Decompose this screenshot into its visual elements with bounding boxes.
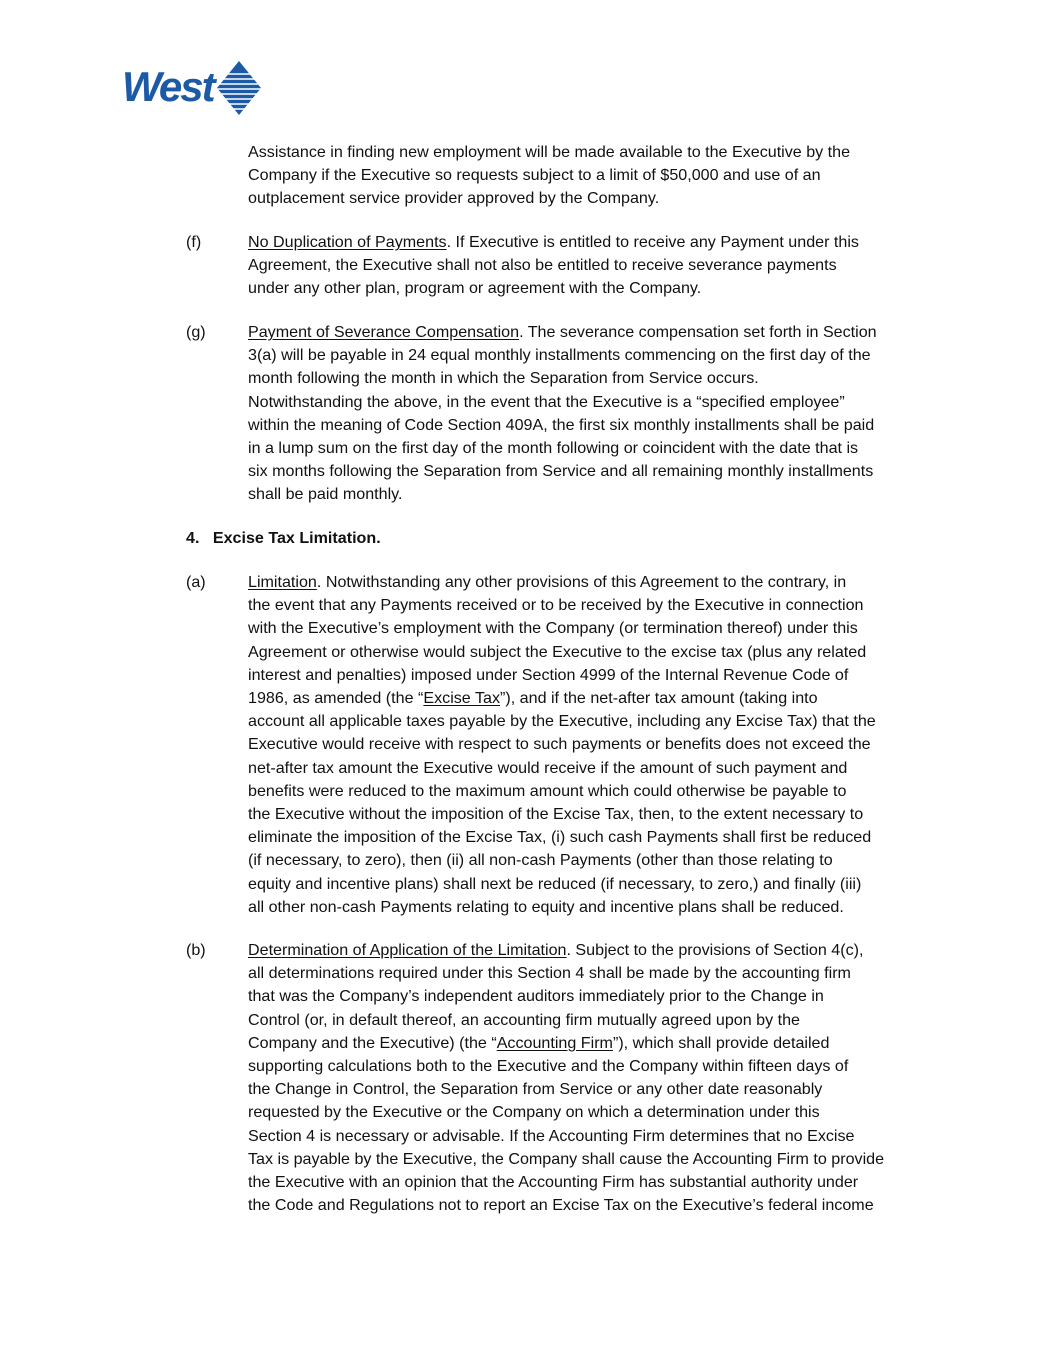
para-a-line: all other non-cash Payments relating to equity and incentive plans shall be reduced. (248, 897, 844, 916)
para-a-line: account all applicable taxes payable by the Executive, including any Excise Tax) that the (248, 712, 876, 731)
para-a-line: with the Executive’s employment with the Company (or termination thereof) under this (248, 619, 858, 638)
para-a-line: Executive would receive with respect to such payments or benefits does not exceed the (248, 735, 871, 754)
para-b-text (248, 939, 938, 1217)
para-b-definition-line: Company and the Executive) (the “Accounting Firm”), which shall provide detailed (248, 1033, 830, 1052)
para-f-line: under any other plan, program or agreement with the Company. (248, 279, 702, 298)
section-4-heading: 4. Excise Tax Limitation. (186, 529, 381, 547)
para-g-line: month following the month in which the Separation from Service occurs. (248, 369, 759, 388)
para-b-title: Determination of Application of the Limitation (248, 941, 567, 959)
para-a-line: equity and incentive plans) shall next be reduced (if necessary, to zero,) and finally (iii) (248, 874, 862, 893)
para-b-line: that was the Company’s independent auditors immediately prior to the Change in (248, 987, 824, 1006)
intro-line: Assistance in finding new employment will be made available to the Executive by the (248, 143, 851, 161)
logo-wordmark: West (122, 63, 214, 110)
para-a-label: (a) (186, 573, 206, 591)
para-f-label: (f) (186, 233, 202, 251)
intro-line: Company if the Executive so requests subject to a limit of $50,000 and use of an (248, 166, 821, 185)
company-logo (122, 60, 262, 118)
para-g-line: shall be paid monthly. (248, 485, 403, 504)
para-b-line: Control (or, in default thereof, an accounting firm mutually agreed upon by the (248, 1010, 800, 1029)
para-a-line: the Executive without the imposition of the Excise Tax, then, to the extent necessary to (248, 805, 864, 824)
para-g-line: Notwithstanding the above, in the event that the Executive is a “specified employee” (248, 392, 845, 411)
para-f-title: No Duplication of Payments (248, 233, 447, 251)
para-b-first-line: Determination of Application of the Limitation. Subject to the provisions of Section 4(c), (248, 941, 864, 959)
para-g-line: six months following the Separation from Service and all remaining monthly installments (248, 462, 874, 481)
para-g-text (248, 321, 938, 507)
para-a-line: benefits were reduced to the maximum amount which could otherwise be payable to (248, 781, 847, 800)
para-f-first-line: No Duplication of Payments. If Executive is entitled to receive any Payment under this (248, 233, 859, 251)
para-a-first-line: Limitation. Notwithstanding any other provisions of this Agreement to the contrary, in (248, 573, 847, 591)
para-a-line: interest and penalties) imposed under Section 4999 of the Internal Revenue Code of (248, 665, 849, 684)
para-b-line: requested by the Executive or the Company on which a determination under this (248, 1103, 820, 1122)
para-g-line: in a lump sum on the first day of the month following or coincident with the date that is (248, 439, 859, 458)
para-a-line: the event that any Payments received or to be received by the Executive in connection (248, 596, 864, 615)
para-g-line: within the meaning of Code Section 409A, the first six monthly installments shall be paid (248, 415, 875, 434)
para-b-line: the Change in Control, the Separation from Service or any other date reasonably (248, 1080, 823, 1099)
para-a-title: Limitation (248, 573, 317, 591)
para-a-line: net-after tax amount the Executive would receive if the amount of such payment and (248, 758, 848, 777)
para-b-line: the Executive with an opinion that the Accounting Firm has substantial authority under (248, 1173, 859, 1192)
para-a-text (248, 571, 938, 919)
para-f-text (248, 231, 938, 301)
para-b-line: all determinations required under this Section 4 shall be made by the accounting firm (248, 964, 851, 983)
intro-paragraph (248, 141, 938, 211)
para-g-line: 3(a) will be payable in 24 equal monthly installments commencing on the first day of the (248, 346, 871, 365)
para-b-label: (b) (186, 941, 206, 959)
para-g-title: Payment of Severance Compensation (248, 323, 520, 341)
para-a-line: (if necessary, to zero), then (ii) all non-cash Payments (other than those relating to (248, 851, 833, 870)
para-a-line: eliminate the imposition of the Excise Tax, (i) such cash Payments shall first be reduced (248, 828, 872, 847)
accounting-firm-term: Accounting Firm (496, 1033, 613, 1052)
excise-tax-term: Excise Tax (423, 689, 500, 708)
para-b-line: Tax is payable by the Executive, the Company shall cause the Accounting Firm to provide (248, 1149, 885, 1168)
diamond-logo-icon (216, 60, 262, 116)
para-b-line: Section 4 is necessary or advisable. If the Accounting Firm determines that no Excise (248, 1126, 855, 1145)
para-g-label: (g) (186, 323, 206, 341)
para-a-definition-line: 1986, as amended (the “Excise Tax”), and if the net-after tax amount (taking into (248, 689, 818, 708)
para-b-line: the Code and Regulations not to report an Excise Tax on the Executive’s federal income (248, 1196, 874, 1215)
para-b-line: supporting calculations both to the Executive and the Company within fifteen days of (248, 1057, 849, 1076)
para-g-first-line: Payment of Severance Compensation. The severance compensation set forth in Section (248, 323, 877, 341)
para-a-line: Agreement or otherwise would subject the Executive to the excise tax (plus any related (248, 642, 867, 661)
para-f-line: Agreement, the Executive shall not also be entitled to receive severance payments (248, 256, 837, 275)
intro-line: outplacement service provider approved by the Company. (248, 189, 660, 208)
